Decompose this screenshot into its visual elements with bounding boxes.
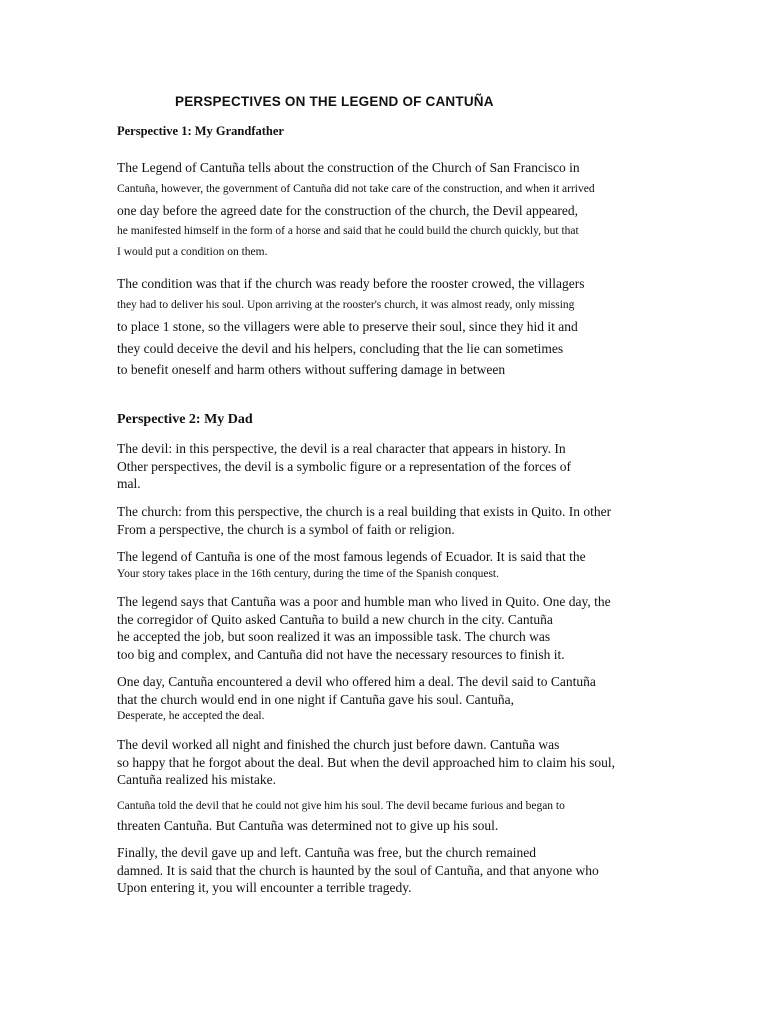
paragraph-dad-refusal	[117, 797, 657, 835]
text-line: Upon entering it, you will encounter a terrible tragedy.	[117, 880, 412, 895]
text-line: the corregidor of Quito asked Cantuña to build a new church in the city. Cantuña	[117, 611, 553, 627]
text-line: Your story takes place in the 16th century, during the time of the Spanish conquest.	[117, 567, 499, 580]
section-heading-dad: Perspective 2: My Dad	[117, 412, 253, 427]
text-line: they could deceive the devil and his helpers, concluding that the lie can sometimes	[117, 340, 564, 356]
text-line: one day before the agreed date for the construction of the church, the Devil appeared,	[117, 203, 579, 218]
text-line: The legend says that Cantuña was a poor and humble man who lived in Quito. One day, the	[117, 594, 611, 609]
paragraph-dad-legend	[117, 548, 657, 583]
text-line: The Legend of Cantuña tells about the construction of the Church of San Francisco in	[117, 160, 580, 175]
paragraph-dad-church	[117, 503, 657, 538]
paragraph-grandfather-1	[117, 157, 657, 263]
text-line: threaten Cantuña. But Cantuña was determined not to give up his soul.	[117, 818, 499, 833]
text-line: Cantuña told the devil that he could not give him his soul. The devil became furious and began to	[117, 800, 565, 812]
text-line: to place 1 stone, so the villagers were able to preserve their soul, since they hid it and	[117, 319, 578, 335]
text-line: The legend of Cantuña is one of the most famous legends of Ecuador. It is said that the	[117, 549, 586, 564]
text-line: to benefit oneself and harm others without suffering damage in between	[117, 362, 506, 378]
text-line: Cantuña, however, the government of Cantuña did not take care of the construction, and when it arrived	[117, 183, 595, 195]
text-line: damned. It is said that the church is haunted by the soul of Cantuña, and that anyone who	[117, 862, 599, 878]
text-line: The devil: in this perspective, the devil is a real character that appears in history. In	[117, 441, 566, 456]
text-line: too big and complex, and Cantuña did not have the necessary resources to finish it.	[117, 646, 565, 662]
text-line: he manifested himself in the form of a horse and said that he could build the church quickly, but that	[117, 225, 579, 237]
text-line: that the church would end in one night if Cantuña gave his soul. Cantuña,	[117, 691, 515, 707]
paragraph-dad-ending	[117, 844, 657, 897]
paragraph-dad-devil	[117, 440, 657, 493]
paragraph-dad-deal	[117, 673, 657, 726]
text-line: Other perspectives, the devil is a symbolic figure or a representation of the forces of	[117, 458, 571, 474]
text-line: he accepted the job, but soon realized it was an impossible task. The church was	[117, 629, 551, 644]
text-line: The devil worked all night and finished the church just before dawn. Cantuña was	[117, 737, 560, 752]
text-line: Desperate, he accepted the deal.	[117, 710, 265, 722]
paragraph-grandfather-2	[117, 273, 657, 381]
text-line: The church: from this perspective, the church is a real building that exists in Quito. In other	[117, 504, 612, 519]
paragraph-dad-night	[117, 736, 657, 789]
text-line: Finally, the devil gave up and left. Cantuña was free, but the church remained	[117, 845, 536, 860]
document-title: PERSPECTIVES ON THE LEGEND OF CANTUÑA	[175, 94, 494, 109]
text-line: The condition was that if the church was ready before the rooster crowed, the villagers	[117, 276, 585, 291]
text-line: I would put a condition on them.	[117, 246, 268, 258]
text-line: One day, Cantuña encountered a devil who offered him a deal. The devil said to Cantuña	[117, 674, 596, 689]
text-line: they had to deliver his soul. Upon arriving at the rooster's church, it was almost ready, only missing	[117, 298, 575, 311]
text-line: From a perspective, the church is a symbol of faith or religion.	[117, 521, 455, 537]
section-heading-grandfather: Perspective 1: My Grandfather	[117, 124, 284, 138]
text-line: mal.	[117, 476, 141, 491]
text-line: so happy that he forgot about the deal. But when the devil approached him to claim his soul,	[117, 754, 616, 770]
text-line: Cantuña realized his mistake.	[117, 772, 276, 787]
paragraph-dad-cantuna	[117, 593, 657, 663]
